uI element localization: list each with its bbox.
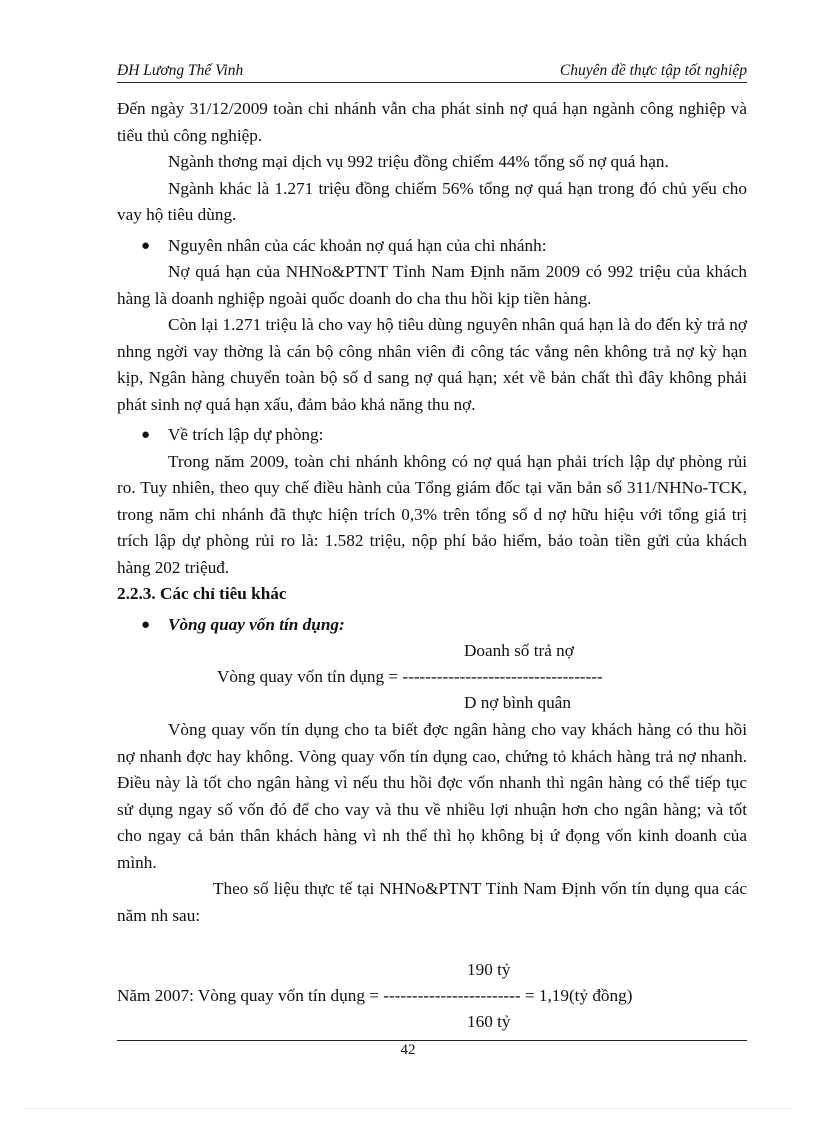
bullet-text: Vòng quay vốn tín dụng: <box>168 614 345 634</box>
paragraph: Ngành thơng mại dịch vụ 992 triệu đồng chiếm 44% tổng số nợ quá hạn. <box>168 152 669 171</box>
bullet-text: Về trích lập dự phòng: <box>168 425 324 444</box>
section-heading: 2.2.3. Các chỉ tiêu khác <box>117 584 287 603</box>
paragraph: Nợ quá hạn của NHNo&PTNT Tỉnh Nam Định năm 2009 có 992 triệu của khách hàng là doanh nghiệp ngoài quốc doanh do cha thu hồi kịp tiền hàng. <box>117 262 747 308</box>
formula-2007 <box>117 955 747 1041</box>
paragraph: Vòng quay vốn tín dụng cho ta biết đợc ngân hàng cho vay khách hàng có thu hồi nợ nhanh đợc hay không. Vòng quay vốn tín dụng cao, chứng tỏ khách hàng trả nợ nhanh. Điều này là tốt cho ngân hàng vì nếu thu hồi đợc vốn nhanh thì ngân hàng có thể tiếp tục sử dụng ngay số vốn đó để cho vay và thu về nhiều lợi nhuận hơn cho ngân hàng; và tốt cho ngay cả bản thân khách hàng vì nh thế thì họ không bị ứ đọng vốn kinh doanh của mình. <box>117 720 747 872</box>
formula-credit-turnover <box>117 638 747 717</box>
footer-divider <box>117 1040 747 1041</box>
page-header <box>117 60 747 83</box>
page-bottom-border <box>25 1108 791 1109</box>
formula-expression: Năm 2007: Vòng quay vốn tín dụng = ------------------------ = 1,19(tỷ đồng) <box>117 986 633 1005</box>
bullet-item <box>117 612 747 639</box>
bullet-icon: ● <box>141 427 151 443</box>
document-body <box>117 96 747 1041</box>
bullet-icon: ● <box>141 616 151 633</box>
formula-expression: Vòng quay vốn tín dụng = ----------------------------------- <box>217 667 603 686</box>
formula-numerator: 190 tỷ <box>467 960 511 979</box>
bullet-icon: ● <box>141 237 151 254</box>
bullet-item <box>117 233 747 260</box>
formula-numerator: Doanh số trả nợ <box>464 641 574 660</box>
bullet-item <box>117 422 747 449</box>
formula-denominator: 160 tỷ <box>467 1012 511 1031</box>
page-number: 42 <box>400 1042 416 1058</box>
paragraph: Còn lại 1.271 triệu là cho vay hộ tiêu dùng nguyên nhân quá hạn là do đến kỳ trả nợ nhng ngời vay thờng là cán bộ công nhân viên đi công tác vắng nên không trả nợ kỳ hạn kịp, Ngân hàng chuyển toàn bộ số d sang nợ quá hạn; xét về bản chất thì đây không phải phát sinh nợ quá hạn xấu, đảm bảo khả năng thu nợ. <box>117 315 747 414</box>
paragraph: Theo số liệu thực tế tại NHNo&PTNT Tỉnh Nam Định vốn tín dụng qua các năm nh sau: <box>117 879 747 925</box>
paragraph: Ngành khác là 1.271 triệu đồng chiếm 56% tổng nợ quá hạn trong đó chủ yếu cho vay hộ tiêu dùng. <box>117 178 747 224</box>
paragraph: Đến ngày 31/12/2009 toàn chi nhánh vẫn cha phát sinh nợ quá hạn ngành công nghiệp và tiểu thủ công nghiệp. <box>117 99 747 145</box>
paragraph: Trong năm 2009, toàn chi nhánh không có nợ quá hạn phải trích lập dự phòng rủi ro. Tuy nhiên, theo quy chế điều hành của Tổng giám đốc tại văn bản số 311/NHNo-TCK, trong năm chi nhánh đã thực hiện trích 0,3% trên tổng số d nợ hữu hiệu với tổng giá trị trích lập dự phòng rủi ro là: 1.582 triệu, nộp phí bảo hiểm, bảo toàn tiền gửi của khách hàng 202 triệuđ. <box>117 451 747 577</box>
formula-denominator: D nợ bình quân <box>464 693 571 712</box>
bullet-text: Nguyên nhân của các khoản nợ quá hạn của chi nhánh: <box>168 235 547 255</box>
header-school: ĐH Lương Thế Vinh <box>117 62 244 79</box>
header-title: Chuyên đề thực tập tốt nghiệp <box>559 62 747 79</box>
